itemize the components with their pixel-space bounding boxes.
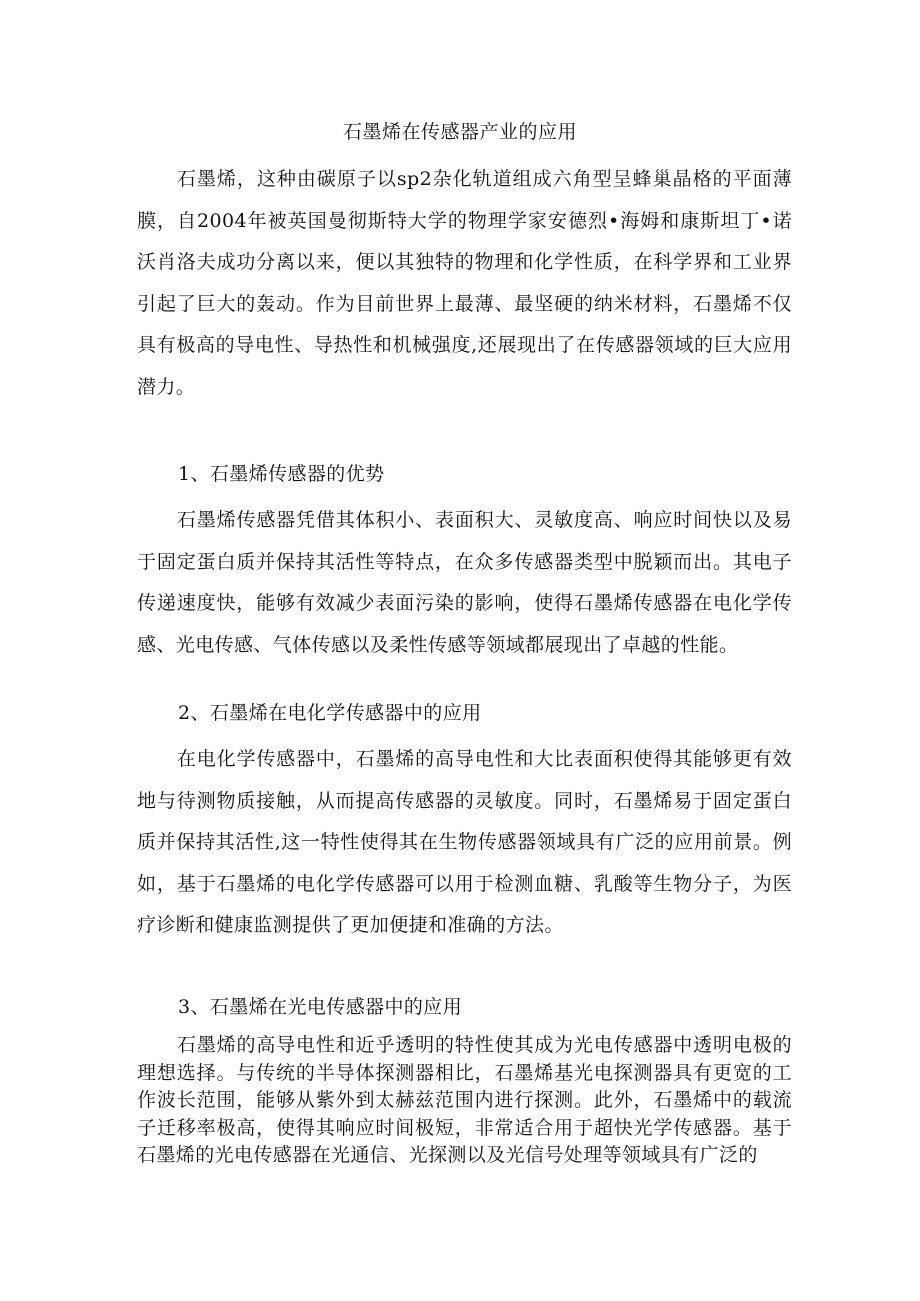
section-heading-2: 2、石墨烯在电化学传感器中的应用 bbox=[178, 702, 482, 724]
intro-paragraph: 石墨烯，这种由碳原子以sp2杂化轨道组成六角型呈蜂巢晶格的平面薄膜，自2004年被英国曼彻斯特大学的物理学家安德烈•海姆和康斯坦丁•诺沃肖洛夫成功分离以来，便以其独特的物理和化学性质，在科学界和工业界引起了巨大的轰动。作为目前世界上最薄、最坚硬的纳米材料，石墨烯不仅具有极高的导电性、导热性和机械强度,还展现出了在传感器领域的巨大应用潜力。 bbox=[137, 168, 792, 398]
section-body-1: 石墨烯传感器凭借其体积小、表面积大、灵敏度高、响应时间快以及易于固定蛋白质并保持其活性等特点，在众多传感器类型中脱颖而出。其电子传递速度快，能够有效减少表面污染的影响，使得石墨烯传感器在电化学传感、光电传感、气体传感以及柔性传感等领域都展现出了卓越的性能。 bbox=[137, 509, 792, 656]
section-body-2: 在电化学传感器中，石墨烯的高导电性和大比表面积使得其能够更有效地与待测物质接触，从而提高传感器的灵敏度。同时，石墨烯易于固定蛋白质并保持其活性,这一特性使得其在生物传感器领域具有广泛的应用前景。例如，基于石墨烯的电化学传感器可以用于检测血糖、乳酸等生物分子，为医疗诊断和健康监测提供了更加便捷和准确的方法。 bbox=[137, 748, 792, 937]
section-body-3: 石墨烯的高导电性和近乎透明的特性使其成为光电传感器中透明电极的理想选择。与传统的半导体探测器相比，石墨烯基光电探测器具有更宽的工作波长范围，能够从紫外到太赫兹范围内进行探测。此外，石墨烯中的载流子迁移率极高，使得其响应时间极短，非常适合用于超快光学传感器。基于石墨烯的光电传感器在光通信、光探测以及光信号处理等领域具有广泛的 bbox=[137, 1034, 792, 1167]
section-heading-3: 3、石墨烯在光电传感器中的应用 bbox=[178, 996, 463, 1018]
document-title: 石墨烯在传感器产业的应用 bbox=[342, 121, 577, 143]
section-heading-1: 1、石墨烯传感器的优势 bbox=[178, 463, 385, 485]
